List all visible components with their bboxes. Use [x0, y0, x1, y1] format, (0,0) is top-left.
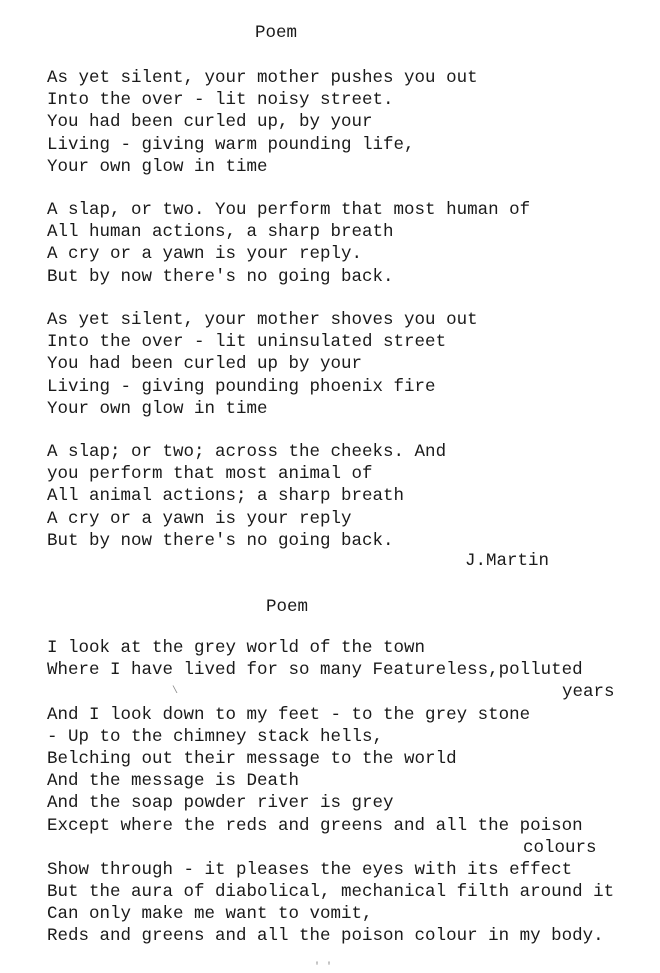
- poem-line: Belching out their message to the world: [47, 748, 457, 769]
- poem-1-stanza-1: [47, 67, 478, 178]
- poem-line: You had been curled up, by your: [47, 112, 373, 133]
- poem-1-stanza-3: [47, 309, 478, 420]
- poem-line: Except where the reds and greens and all the poison: [47, 815, 583, 836]
- poem-line: - Up to the chimney stack hells,: [47, 726, 384, 747]
- poem-line: And the message is Death: [47, 771, 300, 792]
- poem-line: A slap, or two. You perform that most human of: [47, 200, 531, 220]
- poem-line: But by now there's no going back.: [47, 266, 394, 287]
- poem-line-continuation: colours: [523, 837, 597, 858]
- poem-line: Can only make me want to vomit,: [47, 904, 373, 925]
- poem-line: Living - giving pounding phoenix fire: [47, 376, 436, 397]
- poem-line: you perform that most animal of: [47, 464, 373, 485]
- stray-mark: \: [172, 686, 179, 697]
- poem-2-title: Poem: [266, 597, 309, 617]
- poem-line: A slap; or two; across the cheeks. And: [47, 442, 447, 462]
- poem-1-author: J.Martin: [465, 551, 550, 571]
- poem-line: Living - giving warm pounding life,: [47, 134, 415, 155]
- poem-line: Show through - it pleases the eyes with its effect: [47, 859, 573, 880]
- poem-2-body: [47, 637, 615, 948]
- poem-line: But by now there's no going back.: [47, 530, 394, 551]
- poem-line: A cry or a yawn is your reply: [47, 508, 352, 529]
- poem-1-stanza-4: [47, 441, 446, 552]
- stray-mark: ' ': [314, 962, 333, 973]
- poem-line: But the aura of diabolical, mechanical filth around it: [47, 882, 615, 903]
- poem-line: All animal actions; a sharp breath: [47, 486, 405, 507]
- poem-line: Reds and greens and all the poison colour in my body.: [47, 926, 604, 947]
- poem-line: You had been curled up by your: [47, 354, 363, 375]
- poem-line: And the soap powder river is grey: [47, 793, 394, 814]
- poem-line: As yet silent, your mother pushes you out: [47, 68, 478, 88]
- poem-line: Into the over - lit uninsulated street: [47, 332, 447, 353]
- poem-line: Into the over - lit noisy street.: [47, 90, 394, 111]
- poem-line: All human actions, a sharp breath: [47, 222, 394, 243]
- poem-line: I look at the grey world of the town: [47, 638, 426, 658]
- poem-1-stanza-2: [47, 199, 530, 288]
- poem-line: A cry or a yawn is your reply.: [47, 244, 363, 265]
- poem-line: Your own glow in time: [47, 156, 268, 177]
- poem-line: Your own glow in time: [47, 398, 268, 419]
- poem-line: Where I have lived for so many Featureless,polluted: [47, 660, 583, 681]
- poem-line: As yet silent, your mother shoves you out: [47, 310, 478, 330]
- poem-line-continuation: years: [562, 682, 615, 703]
- poem-1-title: Poem: [255, 23, 298, 43]
- poem-line: And I look down to my feet - to the grey stone: [47, 704, 531, 725]
